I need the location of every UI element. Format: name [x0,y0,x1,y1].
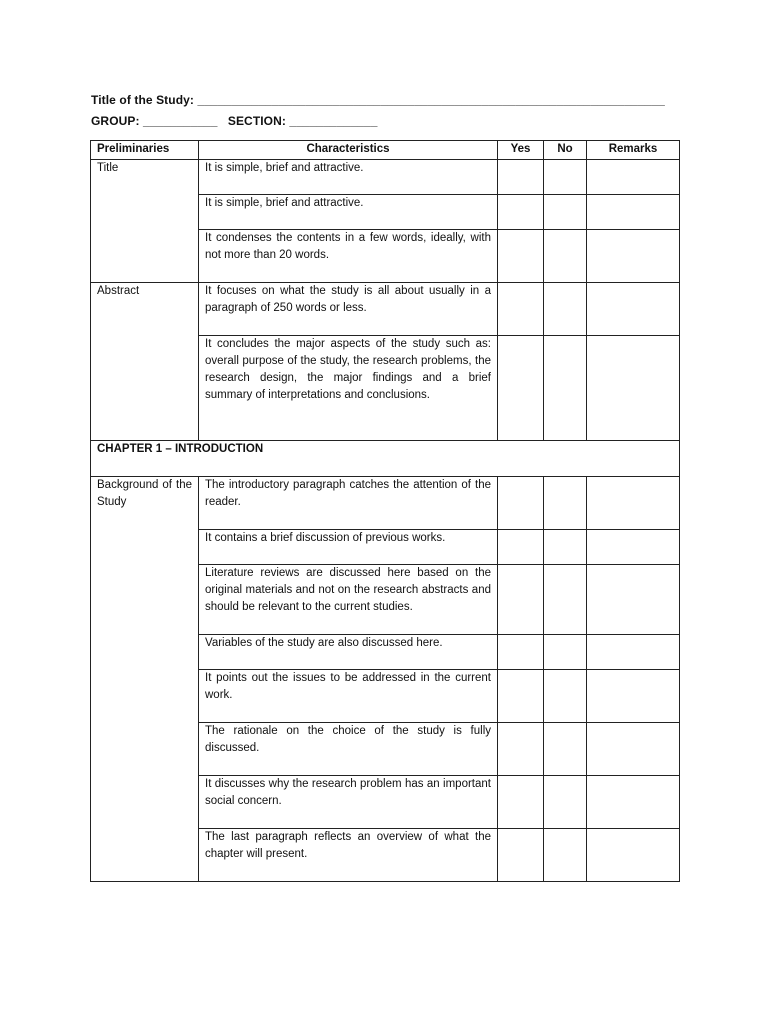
characteristic-cell: It condenses the contents in a few words, ideally, with not more than 20 words. [199,230,498,283]
section-label-background: Background of the Study [91,477,199,882]
group-section-line: GROUP: ___________ SECTION: _____________ [91,114,378,128]
evaluation-table [90,140,680,882]
yes-cell[interactable] [498,160,544,195]
yes-cell[interactable] [498,565,544,635]
no-cell[interactable] [544,336,587,441]
remarks-cell[interactable] [587,723,680,776]
remarks-cell[interactable] [587,283,680,336]
no-cell[interactable] [544,283,587,336]
yes-cell[interactable] [498,635,544,670]
yes-cell[interactable] [498,723,544,776]
characteristic-cell: It concludes the major aspects of the study such as: overall purpose of the study, the research problems, the research design, the major findings and a brief summary of interpretations and conclusions. [199,336,498,441]
remarks-cell[interactable] [587,336,680,441]
characteristic-cell: It points out the issues to be addressed in the current work. [199,670,498,723]
characteristic-cell: The rationale on the choice of the study is fully discussed. [199,723,498,776]
col-header-no: No [544,141,587,160]
section-label-title: Title [91,160,199,283]
col-header-remarks: Remarks [587,141,680,160]
yes-cell[interactable] [498,829,544,882]
no-cell[interactable] [544,635,587,670]
no-cell[interactable] [544,829,587,882]
yes-cell[interactable] [498,530,544,565]
no-cell[interactable] [544,776,587,829]
yes-cell[interactable] [498,776,544,829]
yes-cell[interactable] [498,670,544,723]
yes-cell[interactable] [498,336,544,441]
remarks-cell[interactable] [587,635,680,670]
col-header-preliminaries: Preliminaries [91,141,199,160]
remarks-cell[interactable] [587,230,680,283]
no-cell[interactable] [544,530,587,565]
remarks-cell[interactable] [587,565,680,635]
chapter-heading-row [91,441,680,477]
no-cell[interactable] [544,565,587,635]
remarks-cell[interactable] [587,530,680,565]
no-cell[interactable] [544,195,587,230]
characteristic-cell: Variables of the study are also discussed here. [199,635,498,670]
section-label-abstract: Abstract [91,283,199,441]
characteristic-cell: It is simple, brief and attractive. [199,160,498,195]
remarks-cell[interactable] [587,160,680,195]
characteristic-cell: The introductory paragraph catches the attention of the reader. [199,477,498,530]
characteristic-cell: The last paragraph reflects an overview of what the chapter will present. [199,829,498,882]
no-cell[interactable] [544,723,587,776]
no-cell[interactable] [544,160,587,195]
table-row [91,283,680,336]
yes-cell[interactable] [498,195,544,230]
study-title-line: Title of the Study: _____________________________________________________________________ [91,93,665,107]
characteristic-cell: It discusses why the research problem has an important social concern. [199,776,498,829]
no-cell[interactable] [544,670,587,723]
remarks-cell[interactable] [587,477,680,530]
col-header-yes: Yes [498,141,544,160]
yes-cell[interactable] [498,283,544,336]
no-cell[interactable] [544,230,587,283]
yes-cell[interactable] [498,477,544,530]
chapter-heading: CHAPTER 1 – INTRODUCTION [91,441,680,477]
characteristic-cell: It is simple, brief and attractive. [199,195,498,230]
remarks-cell[interactable] [587,776,680,829]
table-header-row [91,141,680,160]
remarks-cell[interactable] [587,829,680,882]
col-header-characteristics: Characteristics [199,141,498,160]
table-row [91,477,680,530]
table-row [91,160,680,195]
no-cell[interactable] [544,477,587,530]
yes-cell[interactable] [498,230,544,283]
characteristic-cell: Literature reviews are discussed here based on the original materials and not on the research abstracts and should be relevant to the current studies. [199,565,498,635]
characteristic-cell: It contains a brief discussion of previous works. [199,530,498,565]
characteristic-cell: It focuses on what the study is all about usually in a paragraph of 250 words or less. [199,283,498,336]
remarks-cell[interactable] [587,670,680,723]
remarks-cell[interactable] [587,195,680,230]
